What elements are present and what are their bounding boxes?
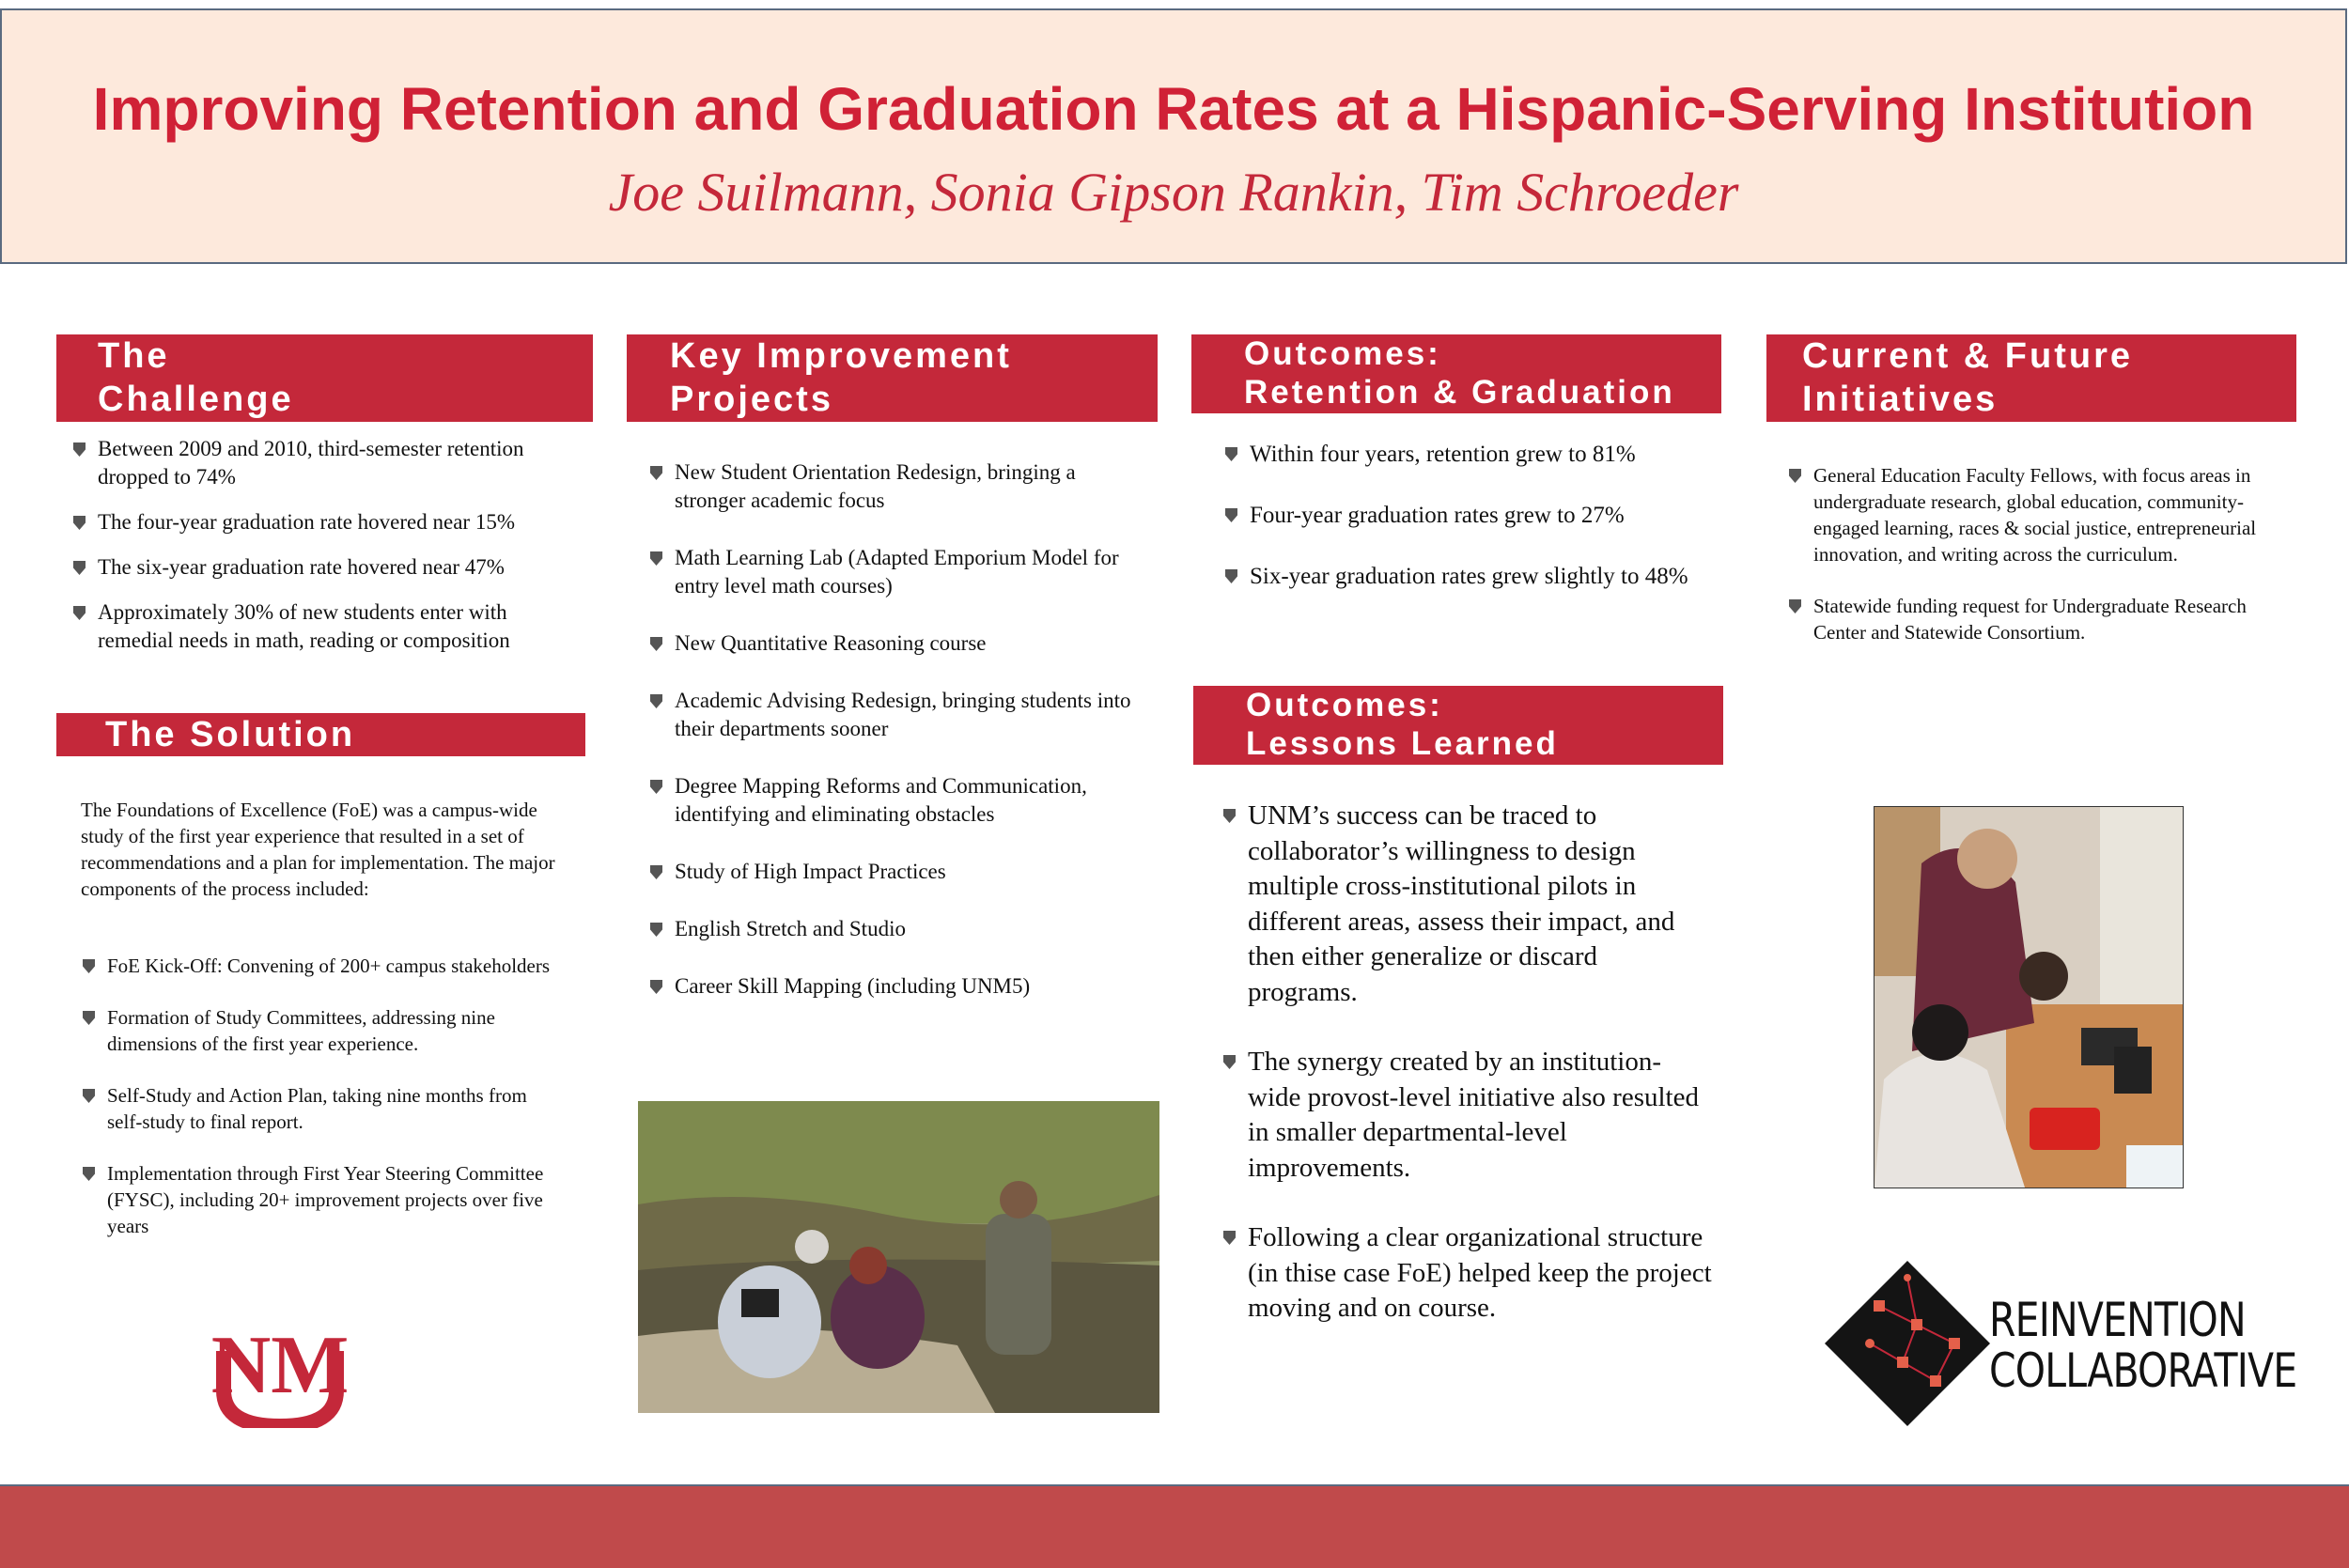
solution-list: [83, 953, 552, 1239]
outcomes-retention-heading: Outcomes: Retention & Graduation: [1191, 334, 1721, 413]
bullet-icon: [73, 561, 86, 575]
bullet-icon: [73, 606, 86, 620]
poster-header: [0, 8, 2347, 264]
bullet-icon: [650, 865, 662, 879]
bullet-icon: [1223, 809, 1236, 823]
field-work-photo: [638, 1101, 1159, 1413]
outcomes-lessons-heading: Outcomes: Lessons Learned: [1193, 686, 1723, 765]
challenge-heading: The Challenge: [56, 334, 593, 422]
future-heading: Current & Future Initiatives: [1766, 334, 2296, 422]
list-item: New Quantitative Reasoning course: [650, 629, 1139, 658]
bullet-icon: [83, 1089, 95, 1103]
bullet-icon: [650, 780, 662, 794]
list-item: Study of High Impact Practices: [650, 858, 1139, 886]
bullet-icon: [650, 923, 662, 937]
list-item: The four-year graduation rate hovered near 15%: [73, 508, 571, 536]
list-item: Academic Advising Redesign, bringing students into their departments sooner: [650, 687, 1139, 743]
list-item: Within four years, retention grew to 81%: [1225, 439, 1704, 470]
outcomes-lessons-list: [1223, 799, 1712, 1327]
challenge-list: [73, 435, 571, 655]
bullet-icon: [1789, 469, 1801, 483]
bullet-icon: [650, 466, 662, 480]
bullet-icon: [650, 551, 662, 566]
projects-heading: Key Improvement Projects: [627, 334, 1158, 422]
bullet-icon: [1225, 569, 1237, 583]
poster-footer-bar: [0, 1484, 2349, 1568]
bullet-icon: [1223, 1055, 1236, 1069]
list-item: Math Learning Lab (Adapted Emporium Model for entry level math courses): [650, 544, 1139, 600]
solution-intro: The Foundations of Excellence (FoE) was a campus-wide study of the first year experience that resulted in a set of recommendations and a plan for implementation. The major components of the process included:: [81, 799, 555, 900]
bullet-icon: [1789, 599, 1801, 613]
list-item: Degree Mapping Reforms and Communication, identifying and eliminating obstacles: [650, 772, 1139, 829]
reinvention-wordmark: REINVENTION COLLABORATIVE: [1989, 1293, 2297, 1398]
lab-photo: [1874, 806, 2184, 1188]
bullet-icon: [83, 1167, 95, 1181]
unm-logo: [191, 1315, 369, 1428]
bullet-icon: [650, 980, 662, 994]
poster-authors: Joe Suilmann, Sonia Gipson Rankin, Tim Schroeder: [608, 162, 1739, 223]
reinvention-collaborative-logo: [1813, 1250, 2297, 1437]
field-work-photo-image: [638, 1101, 1159, 1413]
list-item: Following a clear organizational structure (in thise case FoE) helped keep the project moving and on course.: [1223, 1220, 1712, 1327]
poster-title: Improving Retention and Graduation Rates at a Hispanic-Serving Institution: [92, 75, 2255, 143]
list-item: Implementation through First Year Steering Committee (FYSC), including 20+ improvement projects over five years: [83, 1160, 552, 1239]
list-item: Formation of Study Committees, addressing nine dimensions of the first year experience.: [83, 1004, 552, 1057]
unm-logo-mark: [191, 1315, 369, 1428]
list-item: English Stretch and Studio: [650, 915, 1139, 943]
future-list: [1789, 462, 2278, 645]
list-item: New Student Orientation Redesign, bringing a stronger academic focus: [650, 458, 1139, 515]
bullet-icon: [1223, 1231, 1236, 1245]
list-item: Statewide funding request for Undergraduate Research Center and Statewide Consortium.: [1789, 593, 2278, 645]
lab-photo-image: [1875, 807, 2183, 1188]
list-item: FoE Kick-Off: Convening of 200+ campus stakeholders: [83, 953, 552, 979]
list-item: The six-year graduation rate hovered near 47%: [73, 553, 571, 582]
bullet-icon: [83, 1011, 95, 1025]
list-item: Four-year graduation rates grew to 27%: [1225, 500, 1704, 531]
bullet-icon: [83, 959, 95, 973]
bullet-icon: [1225, 508, 1237, 522]
reinvention-diamond-icon: [1813, 1250, 2001, 1437]
list-item: Approximately 30% of new students enter with remedial needs in math, reading or composition: [73, 598, 571, 655]
solution-heading: The Solution: [56, 713, 585, 756]
bullet-icon: [73, 442, 86, 457]
list-item: UNM’s success can be traced to collaborator’s willingness to design multiple cross-institutional pilots in different areas, assess their impact, and then either generalize or discard programs.: [1223, 799, 1712, 1010]
list-item: Career Skill Mapping (including UNM5): [650, 972, 1139, 1001]
svg-text:NM: NM: [210, 1320, 350, 1411]
bullet-icon: [650, 637, 662, 651]
list-item: The synergy created by an institution-wide provost-level initiative also resulted in smaller departmental-level improvements.: [1223, 1045, 1712, 1186]
projects-list: [650, 458, 1139, 1001]
list-item: Self-Study and Action Plan, taking nine months from self-study to final report.: [83, 1082, 552, 1135]
bullet-icon: [1225, 447, 1237, 461]
bullet-icon: [73, 516, 86, 530]
outcomes-retention-list: [1225, 439, 1704, 592]
list-item: General Education Faculty Fellows, with focus areas in undergraduate research, global education, community-engaged learning, races & social justice, entrepreneurial innovation, and writing across the curriculum.: [1789, 462, 2278, 567]
list-item: Six-year graduation rates grew slightly to 48%: [1225, 561, 1704, 592]
bullet-icon: [650, 694, 662, 708]
list-item: Between 2009 and 2010, third-semester retention dropped to 74%: [73, 435, 571, 491]
